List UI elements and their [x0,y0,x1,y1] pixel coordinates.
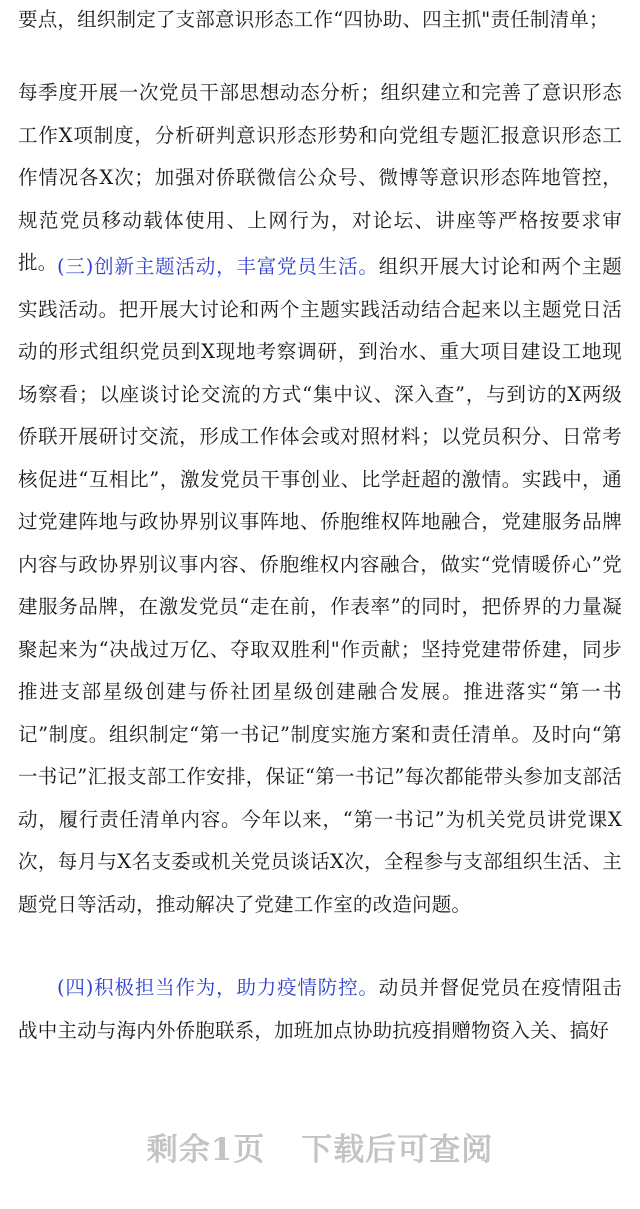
paragraph-duty-list [18,0,622,42]
remaining-pages-label: 剩余1页 [146,1132,266,1168]
paragraph-text: 要点，组织制定了支部意识形态工作“四协助、四主抓"责任制清单； [18,8,609,31]
paragraph-epidemic-prevention [18,967,622,1052]
paragraph-text: 动员并督促党员在疫情阻击战中主动与海内外侨胞联系，加班加点协助抗疫捐赠物资入关、搞好 [18,976,622,1042]
download-prompt[interactable] [0,1124,640,1169]
section-heading-three: (三)创新主题活动，丰富党员生活。 [57,255,379,278]
paragraph-theme-activities [18,246,622,926]
section-heading-four: (四)积极担当作为，助力疫情防控。 [57,976,379,999]
paragraph-text: 每季度开展一次党员干部思想动态分析；组织建立和完善了意识形态工作X项制度，分析研判意识形态形势和向党组专题汇报意识形态工作情况各X次；加强对侨联微信公众号、微博等意识形态阵地管控，规范党员移动载体使用、上网行为，对论坛、讲座等严格按要求审批。 [18,81,622,274]
download-to-view-label: 下载后可查阅 [301,1132,494,1168]
paragraph-text: 组织开展大讨论和两个主题实践活动。把开展大讨论和两个主题实践活动结合起来以主题党日活动的形式组织党员到X现地考察调研，到治水、重大项目建设工地现场察看；以座谈讨论交流的方式“集中议、深入查”，与到访的X两级侨联开展研讨交流，形成工作体会或对照材料；以党员积分、日常考核促进“互相比”，激发党员干事创业、比学赶超的激情。实践中，通过党建阵地与政协界别议事阵地、侨胞维权阵地融合，党建服务品牌内容与政协界别议事内容、侨胞维权内容融合，做实“党情暖侨心”党建服务品牌，在激发党员“走在前，作表率”的同时，把侨界的力量凝聚起来为“决战过万亿、夺取双胜利"作贡献；坚持党建带侨建，同步推进支部星级创建与侨社团星级创建融合发展。推进落实“第一书记”制度。组织制定“第一书记”制度实施方案和责任清单。及时向“第一书记”汇报支部工作安排，保证“第一书记”每次都能带头参加支部活动，履行责任清单内容。今年以来，“第一书记”为机关党员讲党课X次，每月与X名支委或机关党员谈话X次，全程参与支部组织生活、主题党日等活动，推动解决了党建工作室的改造问题。 [18,255,622,916]
